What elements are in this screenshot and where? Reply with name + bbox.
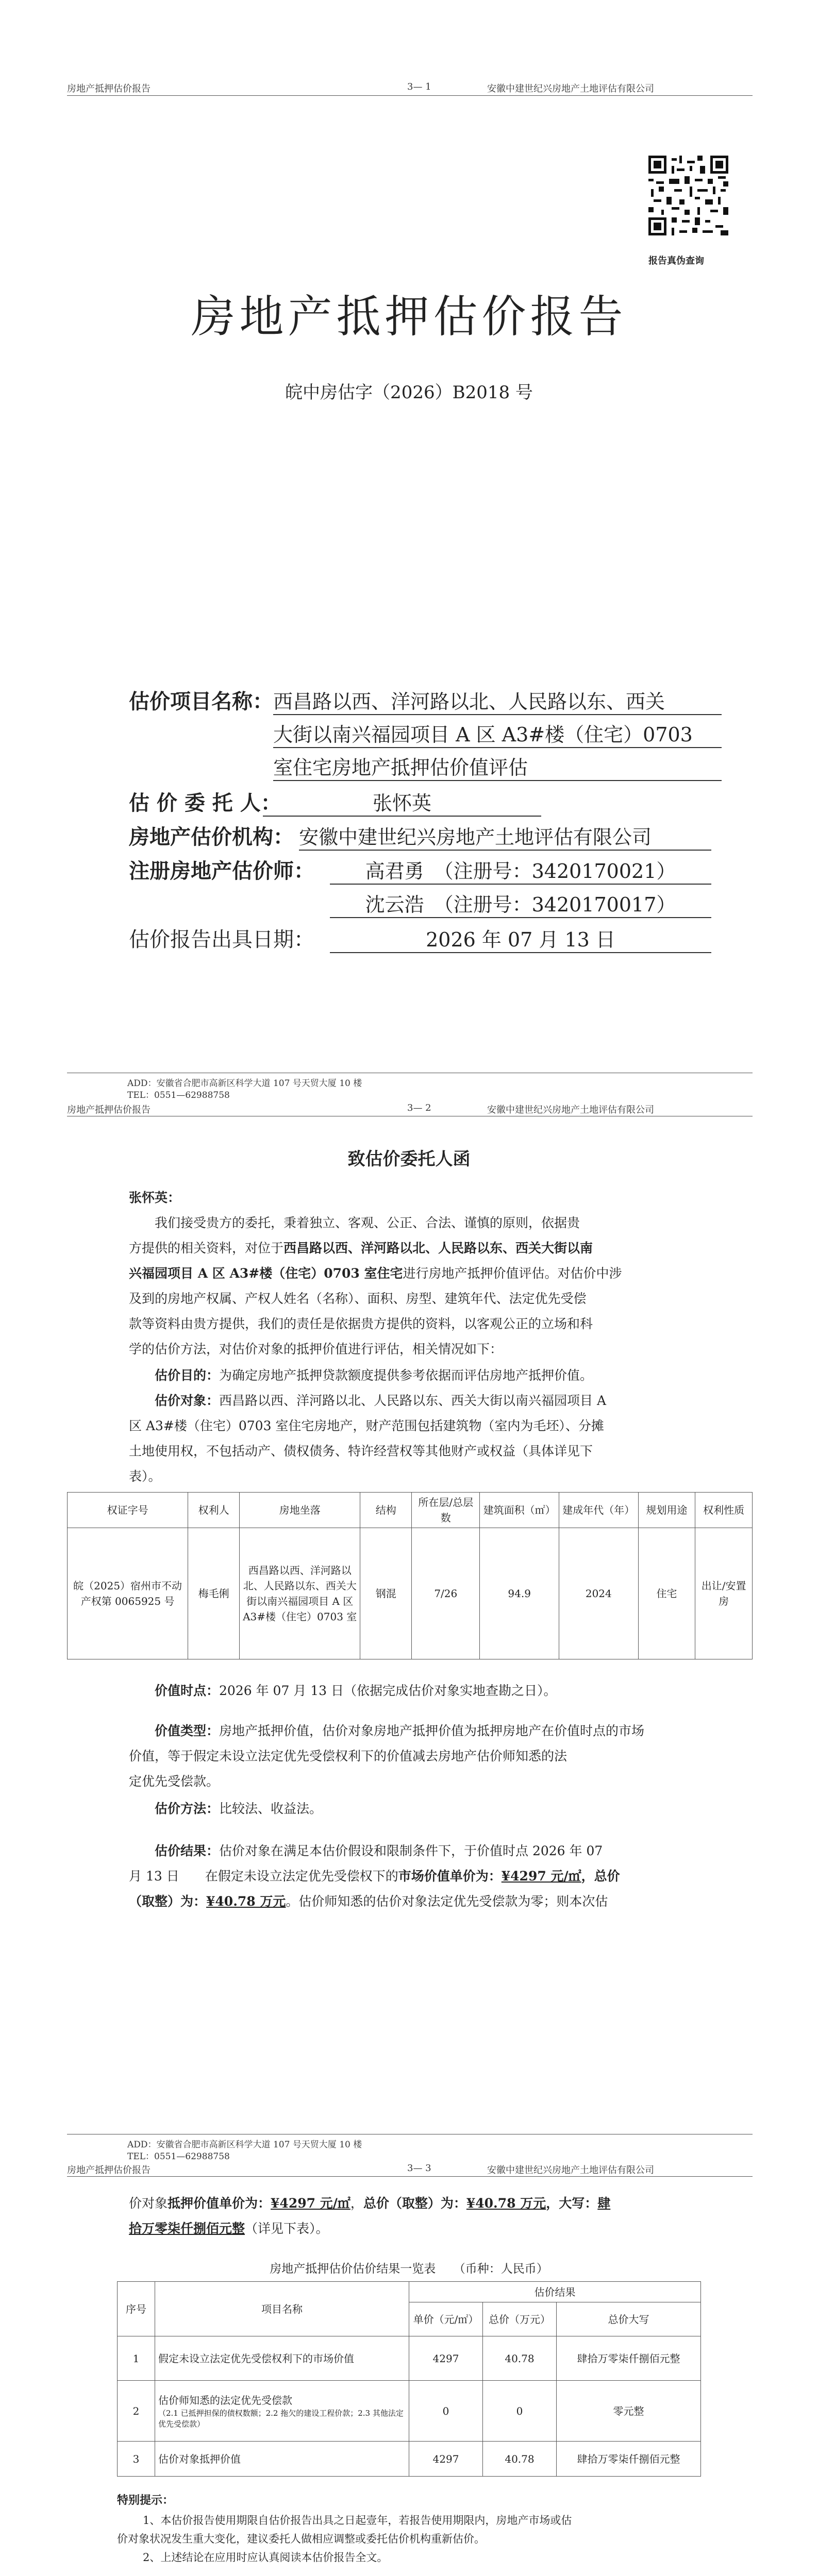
object-label: 估价对象： xyxy=(155,1393,220,1408)
table-row xyxy=(118,2381,701,2442)
project-label: 估价项目名称： xyxy=(129,689,273,714)
value-type-label: 价值类型： xyxy=(155,1723,220,1738)
letter-title: 致估价委托人函 xyxy=(347,1149,471,1170)
row-item-note: （2.1 已抵押担保的债权数额；2.2 拖欠的建设工程价款；2.3 其他法定优先受偿款） xyxy=(158,2408,404,2429)
intro-paragraph xyxy=(129,1210,727,1362)
row-total-price: 40.78 xyxy=(483,2442,557,2477)
appraiser-2: 沈云浩 （注册号：3420170017） xyxy=(330,889,711,918)
table-header-cell: 权利人 xyxy=(188,1493,240,1528)
notes-list xyxy=(117,2511,710,2567)
method-section xyxy=(129,1796,727,1821)
date-label: 估价报告出具日期： xyxy=(129,928,314,952)
result-text: 月 13 日 xyxy=(129,1869,179,1884)
header-title: 房地产抵押估价报告 xyxy=(67,2165,151,2176)
row-number: 3 xyxy=(118,2442,155,2477)
row-item: 估价师知悉的法定优先受偿款 xyxy=(158,2394,292,2406)
agency-name: 安徽中建世纪兴房地产土地评估有限公司 xyxy=(299,821,711,851)
result-text: ， xyxy=(350,2196,363,2211)
summary-table xyxy=(117,2281,701,2477)
table-header-cell: 估价结果 xyxy=(409,2282,701,2302)
appraiser-1: 高君勇 （注册号：3420170021） xyxy=(330,855,711,885)
table-header-cell: 结构 xyxy=(360,1493,412,1528)
intro-text: 进行房地产抵押价值评估。对估价中涉 xyxy=(403,1266,622,1281)
year-cell: 2024 xyxy=(559,1528,638,1659)
mortgage-unit-price: ¥4297 元/㎡ xyxy=(271,2196,350,2211)
header-rule xyxy=(67,2176,753,2177)
result-text: 在假定未设立法定优先受偿权下的 xyxy=(205,1869,398,1884)
header-rule xyxy=(67,95,753,96)
table-header-row xyxy=(118,2282,701,2302)
object-text: 区 A3#楼（住宅）0703 室住宅房地产，财产范围包括建筑物（室内为毛坯）、分摊 xyxy=(129,1418,604,1433)
value-type-text: 房地产抵押价值，估价对象房地产抵押价值为抵押房地产在价值时点的市场 xyxy=(219,1723,645,1738)
table-header-cell: 权利性质 xyxy=(695,1493,753,1528)
agency-label: 房地产估价机构： xyxy=(129,825,294,849)
result-text: 总价（取整）为： xyxy=(363,2196,466,2211)
row-unit-price: 0 xyxy=(409,2381,483,2442)
result-text: （取整）为： xyxy=(129,1894,207,1909)
method-label: 估价方法： xyxy=(155,1801,220,1816)
row-item-cell xyxy=(155,2381,409,2442)
table-header-cell: 总价大写 xyxy=(557,2302,701,2336)
table-header-cell: 建筑面积（㎡） xyxy=(480,1493,559,1528)
summary-caption: 房地产抵押估价估价结果一览表 （币种：人民币） xyxy=(270,2262,548,2276)
value-date-text: 2026 年 07 月 13 日（依据完成估价对象实地查勘之日）。 xyxy=(219,1683,557,1698)
header-page-number: 3— 1 xyxy=(407,81,431,92)
object-text: 西昌路以西、洋河路以北、人民路以东、西关大街以南兴福园项目 A xyxy=(219,1393,607,1408)
value-type-text: 定优先受偿款。 xyxy=(129,1774,220,1789)
project-name-line3: 室住宅房地产抵押估价值评估 xyxy=(273,752,722,781)
mortgage-total-price: ¥40.78 万元 xyxy=(466,2196,546,2211)
intro-address: 西昌路以西、洋河路以北、人民路以东、西关大街以南 xyxy=(283,1241,593,1256)
location-cell: 西昌路以西、洋河路以北、人民路以东、西关大街以南兴福园项目 A 区 A3#楼（住宅）0703 室 xyxy=(240,1528,360,1659)
property-table xyxy=(67,1492,753,1659)
object-text: 土地使用权，不包括动产、债权债务、特许经营权等其他财产或权益（具体详见下 xyxy=(129,1444,593,1459)
row-total-upper: 零元整 xyxy=(557,2381,701,2442)
report-number: 皖中房估字（2026）B2018 号 xyxy=(285,382,533,403)
header-title: 房地产抵押估价报告 xyxy=(67,1105,151,1115)
method-text: 比较法、收益法。 xyxy=(219,1801,323,1816)
object-text: 表）。 xyxy=(129,1469,161,1484)
table-header-row xyxy=(68,1493,753,1528)
header-company: 安徽中建世纪兴房地产土地评估有限公司 xyxy=(487,1105,654,1115)
row-total-upper: 肆拾万零柒仟捌佰元整 xyxy=(557,2336,701,2381)
qr-code-icon xyxy=(648,156,728,235)
header-page-number: 3— 2 xyxy=(407,1103,431,1113)
table-header-cell: 单价（元/㎡） xyxy=(409,2302,483,2336)
footer-phone: TEL：0551—62988758 xyxy=(127,1090,230,1100)
market-total-price: ¥40.78 万元 xyxy=(206,1894,286,1909)
row-item: 估价对象抵押价值 xyxy=(155,2442,409,2477)
row-number: 2 xyxy=(118,2381,155,2442)
table-header-cell: 所在层/总层数 xyxy=(412,1493,480,1528)
note-item: 1、本估价报告使用期限自估价报告出具之日起壹年，若报告使用期限内，房地产市场或估 xyxy=(143,2514,572,2527)
structure-cell: 钢混 xyxy=(360,1528,412,1659)
report-date: 2026 年 07 月 13 日 xyxy=(330,924,711,953)
header-page-number: 3— 3 xyxy=(407,2163,431,2174)
value-type-section xyxy=(129,1718,727,1794)
row-unit-price: 4297 xyxy=(409,2442,483,2477)
project-name-line2: 大街以南兴福园项目 A 区 A3#楼（住宅）0703 xyxy=(273,719,722,748)
row-unit-price: 4297 xyxy=(409,2336,483,2381)
result-text: 抵押价值单价为： xyxy=(168,2196,271,2211)
table-header-cell: 权证字号 xyxy=(68,1493,188,1528)
row-total-upper: 肆拾万零柒仟捌佰元整 xyxy=(557,2442,701,2477)
purpose-label: 估价目的： xyxy=(155,1368,220,1383)
row-item: 假定未设立法定优先受偿权利下的市场价值 xyxy=(155,2336,409,2381)
intro-text: 方提供的相关资料，对位于 xyxy=(129,1241,284,1256)
qr-code[interactable] xyxy=(648,156,728,238)
area-cell: 94.9 xyxy=(480,1528,559,1659)
purpose-section xyxy=(129,1363,727,1388)
header-company: 安徽中建世纪兴房地产土地评估有限公司 xyxy=(487,83,654,94)
salutation: 张怀英： xyxy=(129,1190,181,1205)
header-title: 房地产抵押估价报告 xyxy=(67,83,151,94)
table-row xyxy=(68,1528,753,1659)
note-item: 2、上述结论在应用时应认真阅读本估价报告全文。 xyxy=(143,2551,388,2564)
footer-address: ADD：安徽省合肥市高新区科学大道 107 号天贸大厦 10 楼 xyxy=(127,1078,362,1089)
intro-line: 我们接受贵方的委托，秉着独立、客观、公正、合法、谨慎的原则，依据贵 xyxy=(155,1215,580,1230)
floor-cell: 7/26 xyxy=(412,1528,480,1659)
client-label: 估 价 委 托 人： xyxy=(129,791,281,815)
table-row xyxy=(118,2442,701,2477)
result-text: 估价对象在满足本估价假设和限制条件下，于价值时点 2026 年 07 xyxy=(219,1843,603,1858)
value-date-section xyxy=(129,1678,727,1703)
result-text: 市场价值单价为： xyxy=(398,1869,502,1884)
row-total-price: 40.78 xyxy=(483,2336,557,2381)
appraiser-label: 注册房地产估价师： xyxy=(129,859,314,883)
mortgage-total-upper: 肆 xyxy=(597,2196,611,2211)
purpose-text: 为确定房地产抵押贷款额度提供参考依据而评估房地产抵押价值。 xyxy=(219,1368,593,1383)
intro-line: 款等资料由贵方提供，我们的责任是依据贵方提供的资料，以客观公正的立场和科 xyxy=(129,1316,593,1331)
usage-cell: 住宅 xyxy=(638,1528,695,1659)
result-text: 价对象 xyxy=(129,2196,168,2211)
report-title: 房地产抵押估价报告 xyxy=(191,291,627,343)
result-label: 估价结果： xyxy=(155,1843,220,1858)
market-unit-price: ¥4297 元/㎡ xyxy=(501,1869,581,1884)
value-type-text: 价值，等于假定未设立法定优先受偿权利下的价值减去房地产估价师知悉的法 xyxy=(129,1749,567,1764)
intro-line: 及到的房地产权属、产权人姓名（名称）、面积、房型、建筑年代、法定优先受偿 xyxy=(129,1291,587,1306)
table-header-cell: 房地坐落 xyxy=(240,1493,360,1528)
intro-address: 兴福园项目 A 区 A3#楼（住宅）0703 室住宅 xyxy=(129,1266,403,1281)
table-row xyxy=(118,2336,701,2381)
row-number: 1 xyxy=(118,2336,155,2381)
row-total-price: 0 xyxy=(483,2381,557,2442)
header-company: 安徽中建世纪兴房地产土地评估有限公司 xyxy=(487,2165,654,2176)
client-name: 张怀英 xyxy=(263,787,541,817)
result-continued xyxy=(129,2191,732,2241)
owner-cell: 梅毛俐 xyxy=(188,1528,240,1659)
result-text: （详见下表）。 xyxy=(245,2221,329,2236)
table-header-cell: 序号 xyxy=(118,2282,155,2336)
footer-address: ADD：安徽省合肥市高新区科学大道 107 号天贸大厦 10 楼 xyxy=(127,2140,362,2150)
result-text: ，大写： xyxy=(546,2196,598,2211)
footer-phone: TEL：0551—62988758 xyxy=(127,2151,230,2162)
value-date-label: 价值时点： xyxy=(155,1683,220,1698)
cert-number-cell: 皖（2025）宿州市不动产权第 0065925 号 xyxy=(68,1528,188,1659)
result-text: ，总价 xyxy=(581,1869,620,1884)
right-type-cell: 出让/安置房 xyxy=(695,1528,753,1659)
project-name-line1: 西昌路以西、洋河路以北、人民路以东、西关 xyxy=(273,686,722,715)
table-header-cell: 建成年代（年） xyxy=(559,1493,638,1528)
result-section xyxy=(129,1838,727,1914)
table-header-cell: 总价（万元） xyxy=(483,2302,557,2336)
mortgage-total-upper: 拾万零柒仟捌佰元整 xyxy=(129,2221,245,2236)
result-text: 。估价师知悉的估价对象法定优先受偿款为零；则本次估 xyxy=(286,1894,608,1909)
note-item: 价对象状况发生重大变化，建议委托人做相应调整或委托估价机构重新估价。 xyxy=(117,2533,485,2545)
intro-line: 学的估价方法，对估价对象的抵押价值进行评估，相关情况如下： xyxy=(129,1342,503,1357)
table-header-cell: 项目名称 xyxy=(155,2282,409,2336)
object-section xyxy=(129,1388,727,1489)
notes-title: 特别提示： xyxy=(117,2494,174,2507)
qr-caption: 报告真伪查询 xyxy=(648,256,704,266)
table-header-cell: 规划用途 xyxy=(638,1493,695,1528)
